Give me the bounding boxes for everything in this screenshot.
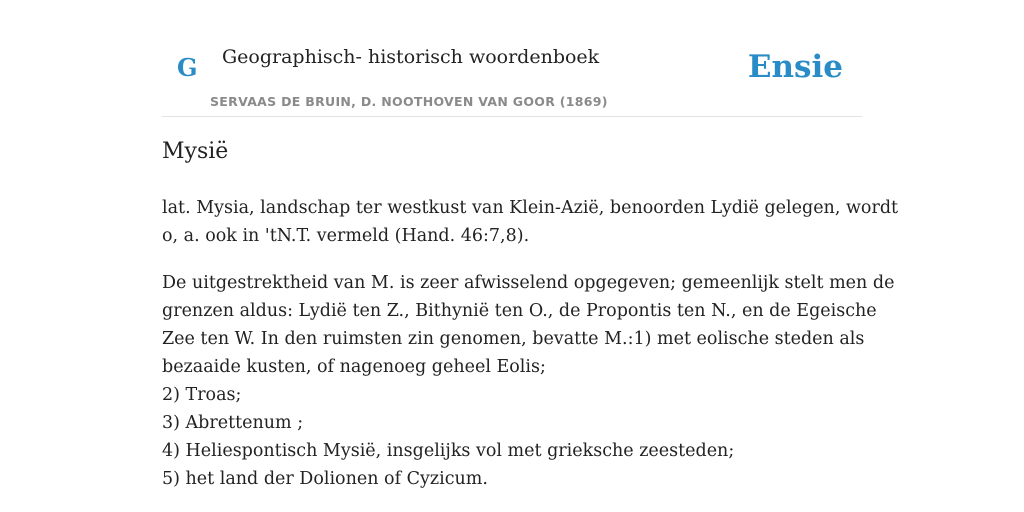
book-author: SERVAAS DE BRUIN, D. NOOTHOVEN VAN GOOR (1869) <box>210 94 608 109</box>
entry-title: Mysië <box>162 139 229 164</box>
entry-paragraph-1 <box>162 194 899 250</box>
entry-content <box>162 138 899 512</box>
list-item: 5) het land der Dolionen of Cyzicum. <box>162 468 488 489</box>
paragraph-line: grenzen aldus: Lydië ten Z., Bithynië ten O., de Propontis ten N., en de Egeische <box>162 300 877 321</box>
paragraph-line: De uitgestrektheid van M. is zeer afwisselend opgegeven; gemeenlijk stelt men de <box>162 272 895 293</box>
book-letter-icon[interactable]: G <box>177 53 198 82</box>
paragraph-line: bezaaide kusten, of nagenoeg geheel Eolis; <box>162 356 546 377</box>
paragraph-line: lat. Mysia, landschap ter westkust van Klein-Azië, benoorden Lydië gelegen, wordt <box>162 197 899 218</box>
book-header <box>162 0 862 117</box>
paragraph-line: Zee ten W. In den ruimsten zin genomen, bevatte M.:1) met eolische steden als <box>162 328 865 349</box>
entry-paragraph-2 <box>162 269 895 493</box>
list-item: 2) Troas; <box>162 384 242 405</box>
paragraph-line: o, a. ook in 'tN.T. vermeld (Hand. 46:7,8). <box>162 225 530 246</box>
list-item: 4) Heliespontisch Mysië, insgelijks vol met grieksche zeesteden; <box>162 440 735 461</box>
ensie-logo-link[interactable]: Ensie <box>747 49 843 85</box>
book-title-link[interactable]: Geographisch- historisch woordenboek <box>222 46 600 68</box>
list-item: 3) Abrettenum ; <box>162 412 304 433</box>
